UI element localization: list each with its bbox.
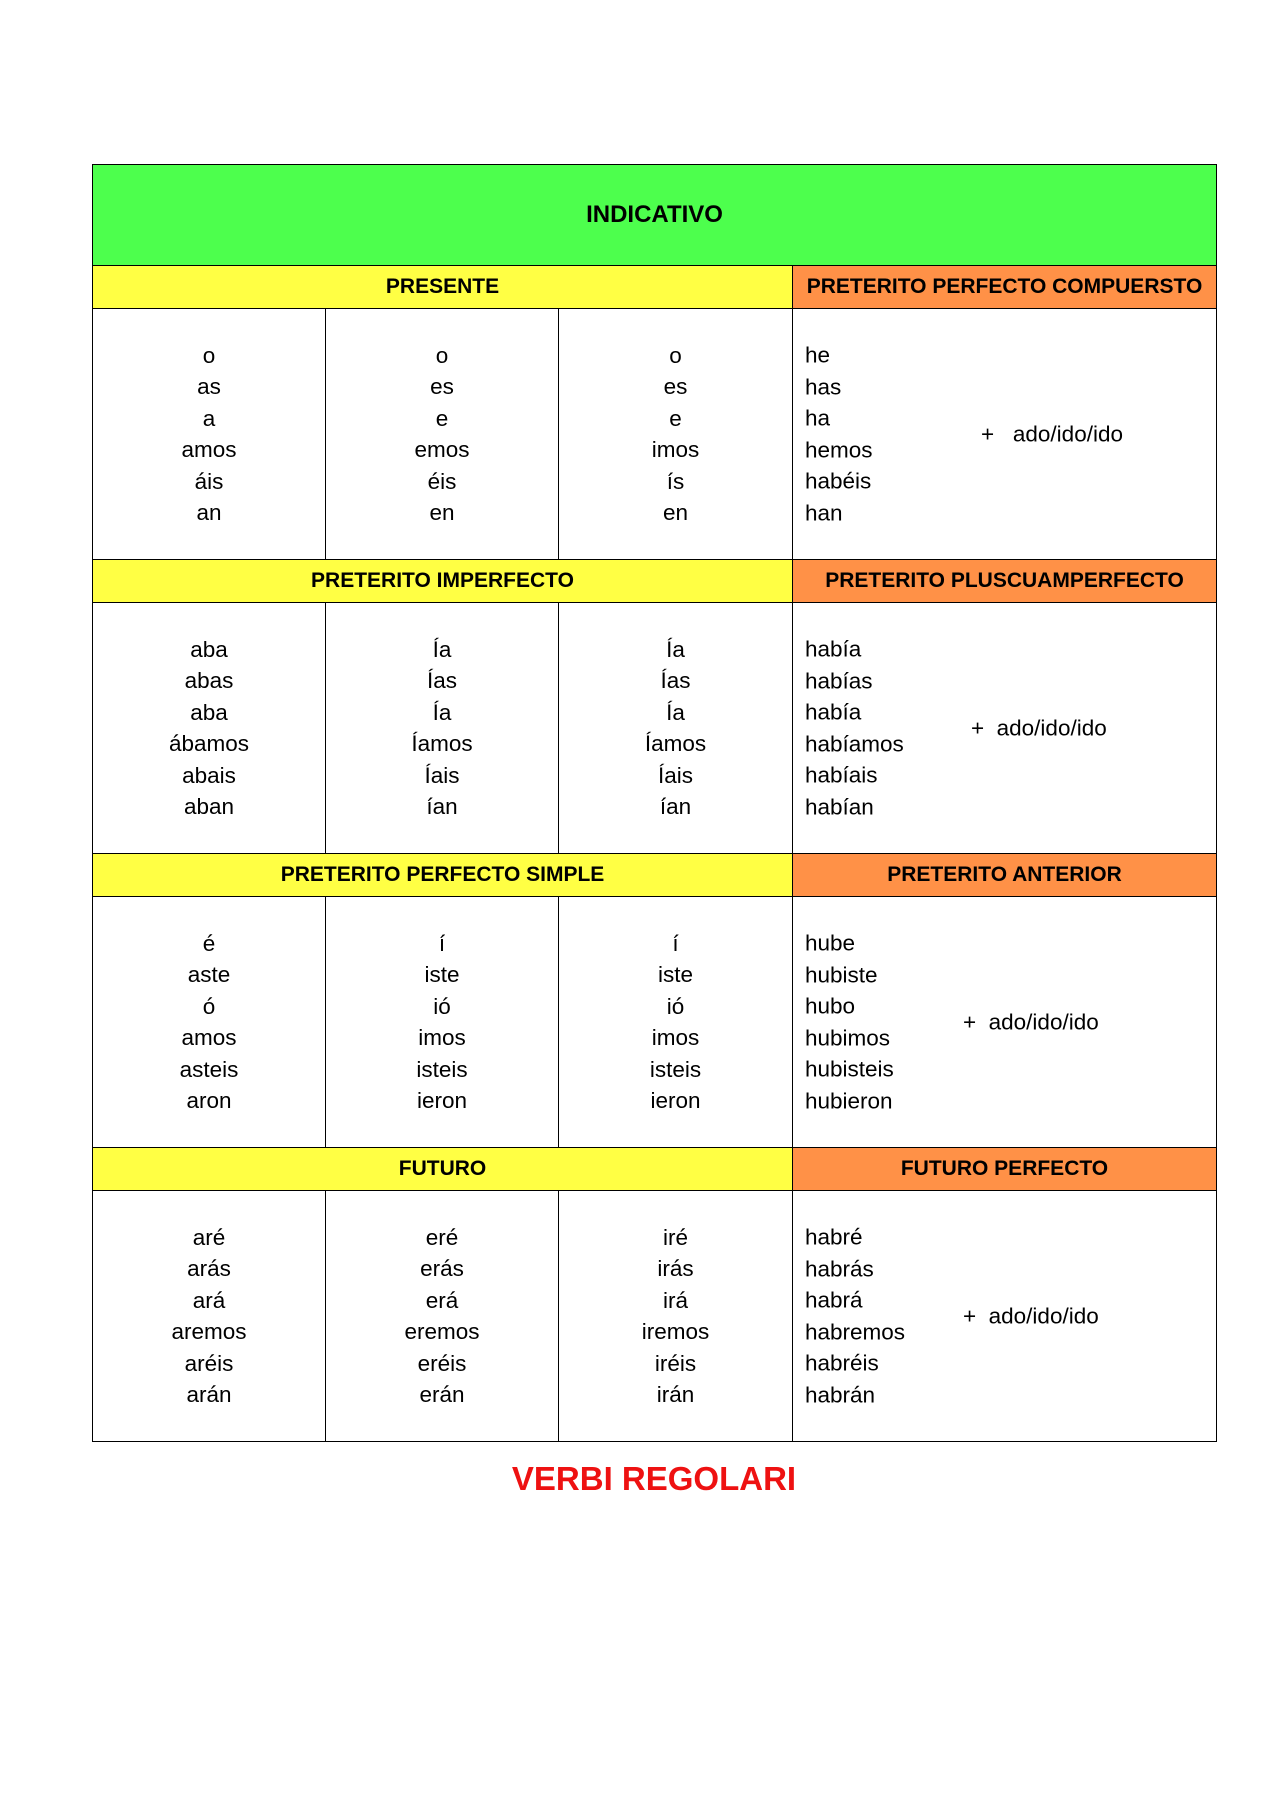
ending: ábamos — [168, 731, 250, 756]
ending: en — [429, 500, 455, 525]
ending: imos — [651, 1025, 700, 1050]
auxiliary-form: hubiste — [805, 962, 878, 987]
compound-tense-cell — [793, 1191, 1217, 1442]
ending: aremos — [171, 1319, 247, 1344]
compound-tense-header: PRETERITO PLUSCUAMPERFECTO — [793, 560, 1217, 603]
ending: aba — [190, 699, 228, 725]
ending: isteis — [649, 1056, 702, 1082]
ir-endings-column — [559, 603, 793, 854]
title-row — [93, 165, 1217, 266]
auxiliary-form: habían — [805, 794, 874, 819]
ir-endings-column — [559, 1191, 793, 1442]
ending: abais — [182, 762, 236, 788]
ending: aron — [186, 1088, 232, 1113]
ending: aré — [192, 1224, 226, 1250]
ar-endings-column — [93, 603, 326, 854]
ir-endings-column — [559, 309, 793, 560]
auxiliary-list — [805, 1222, 905, 1411]
auxiliary-form: hemos — [805, 437, 873, 462]
conjugation-table — [92, 164, 1217, 1442]
er-endings-column — [326, 603, 559, 854]
ending: ará — [192, 1287, 226, 1313]
ending: irá — [662, 1287, 688, 1313]
auxiliary-form: habréis — [805, 1350, 879, 1376]
auxiliary-list — [805, 634, 904, 823]
ending: í — [672, 930, 679, 956]
compound-tense-cell — [793, 309, 1217, 560]
auxiliary-form: habremos — [805, 1319, 906, 1344]
ending: amos — [181, 1025, 237, 1050]
section-body-row — [93, 603, 1217, 854]
ending: iste — [657, 962, 693, 987]
ending: ó — [202, 993, 216, 1019]
ending: Ías — [426, 668, 457, 693]
ending: erás — [420, 1256, 464, 1281]
ending: Ía — [666, 699, 685, 725]
auxiliary-form: habrán — [805, 1382, 876, 1407]
ending: asteis — [179, 1056, 239, 1082]
auxiliary-form: hubisteis — [805, 1056, 894, 1082]
auxiliary-form: habías — [805, 668, 873, 693]
ending: as — [197, 374, 221, 399]
ending: o — [669, 342, 682, 368]
auxiliary-form: hubieron — [805, 1088, 893, 1113]
ending: iste — [424, 962, 460, 987]
compound-tense-header: PRETERITO ANTERIOR — [793, 854, 1217, 897]
compound-tense-cell — [793, 603, 1217, 854]
auxiliary-form: habrás — [805, 1256, 874, 1281]
ending: an — [196, 500, 222, 525]
auxiliary-form: hubimos — [805, 1025, 891, 1050]
ending: arán — [186, 1382, 232, 1407]
ending: Ía — [432, 699, 452, 725]
auxiliary-form: hube — [805, 930, 856, 956]
ending: erán — [419, 1382, 465, 1407]
section-body-row — [93, 309, 1217, 560]
simple-tense-header: PRETERITO IMPERFECTO — [93, 560, 793, 603]
simple-tense-header: PRETERITO PERFECTO SIMPLE — [93, 854, 793, 897]
ending: ieron — [416, 1088, 468, 1113]
ending: e — [435, 405, 449, 431]
ending: emos — [414, 437, 470, 462]
ending: aréis — [184, 1350, 234, 1376]
ar-endings-column — [93, 897, 326, 1148]
auxiliary-form: habré — [805, 1224, 863, 1250]
auxiliary-form: habíamos — [805, 731, 904, 756]
ending: es — [663, 374, 688, 399]
ending: erá — [425, 1287, 459, 1313]
section-header-row — [93, 854, 1217, 897]
er-endings-column — [326, 897, 559, 1148]
auxiliary-list — [805, 928, 894, 1117]
ending: ían — [659, 794, 692, 819]
ending: í — [438, 930, 446, 956]
footer-title: VERBI REGOLARI — [511, 1460, 797, 1497]
ending: es — [430, 374, 454, 399]
ending: isteis — [416, 1056, 468, 1082]
ending: eremos — [404, 1319, 480, 1344]
ending: iré — [662, 1224, 688, 1250]
ir-endings-column — [559, 897, 793, 1148]
section-header-row — [93, 560, 1217, 603]
auxiliary-form: han — [805, 500, 843, 525]
ending: aste — [187, 962, 231, 987]
ending: imos — [651, 437, 700, 462]
ending: ió — [433, 993, 451, 1019]
ending: irás — [657, 1256, 694, 1281]
ending: Íamos — [644, 731, 707, 756]
ending: a — [202, 405, 216, 431]
er-endings-column — [326, 1191, 559, 1442]
ending: aba — [190, 636, 228, 662]
ending: o — [202, 342, 216, 368]
ending: éis — [427, 468, 457, 494]
section-body-row — [93, 1191, 1217, 1442]
ending: ió — [666, 993, 685, 1019]
ending: irán — [656, 1382, 695, 1407]
ending: arás — [187, 1256, 231, 1281]
auxiliary-form: hubo — [805, 993, 856, 1019]
ending: en — [662, 500, 689, 525]
ar-endings-column — [93, 1191, 326, 1442]
auxiliary-list — [805, 340, 873, 529]
participle-suffix: + ado/ido/ido — [963, 1009, 1099, 1035]
compound-tense-cell — [793, 897, 1217, 1148]
ending: Íais — [424, 762, 460, 788]
ending: áis — [194, 468, 224, 494]
ending: Íamos — [411, 731, 473, 756]
ending: iréis — [654, 1350, 697, 1376]
participle-suffix: + ado/ido/ido — [971, 715, 1107, 741]
auxiliary-form: habrá — [805, 1287, 863, 1313]
ending: ís — [666, 468, 685, 494]
er-endings-column — [326, 309, 559, 560]
ending: eré — [425, 1224, 459, 1250]
participle-suffix: + ado/ido/ido — [981, 421, 1123, 447]
ending: aban — [183, 794, 235, 819]
ending: Ías — [660, 668, 691, 693]
ending: Ía — [666, 636, 685, 662]
auxiliary-form: había — [805, 636, 862, 662]
ending: Íais — [657, 762, 693, 788]
ending: ían — [426, 794, 458, 819]
section-header-row — [93, 266, 1217, 309]
simple-tense-header: FUTURO — [93, 1148, 793, 1191]
auxiliary-form: había — [805, 699, 862, 725]
compound-tense-header: FUTURO PERFECTO — [793, 1148, 1217, 1191]
auxiliary-form: has — [805, 374, 842, 399]
ending: e — [669, 405, 682, 431]
ar-endings-column — [93, 309, 326, 560]
auxiliary-form: ha — [805, 405, 831, 431]
section-body-row — [93, 897, 1217, 1148]
ending: amos — [181, 437, 237, 462]
ending: imos — [418, 1025, 466, 1050]
section-header-row — [93, 1148, 1217, 1191]
ending: abas — [184, 668, 234, 693]
ending: eréis — [417, 1350, 467, 1376]
auxiliary-form: habíais — [805, 762, 878, 788]
ending: é — [202, 930, 216, 956]
table-title: INDICATIVO — [93, 165, 1217, 266]
ending: Ía — [432, 636, 452, 662]
ending: iremos — [641, 1319, 710, 1344]
compound-tense-header: PRETERITO PERFECTO COMPUERSTO — [793, 266, 1217, 309]
ending: ieron — [650, 1088, 701, 1113]
participle-suffix: + ado/ido/ido — [963, 1303, 1099, 1329]
ending: o — [435, 342, 449, 368]
auxiliary-form: he — [805, 342, 831, 368]
simple-tense-header: PRESENTE — [93, 266, 793, 309]
auxiliary-form: habéis — [805, 468, 872, 494]
